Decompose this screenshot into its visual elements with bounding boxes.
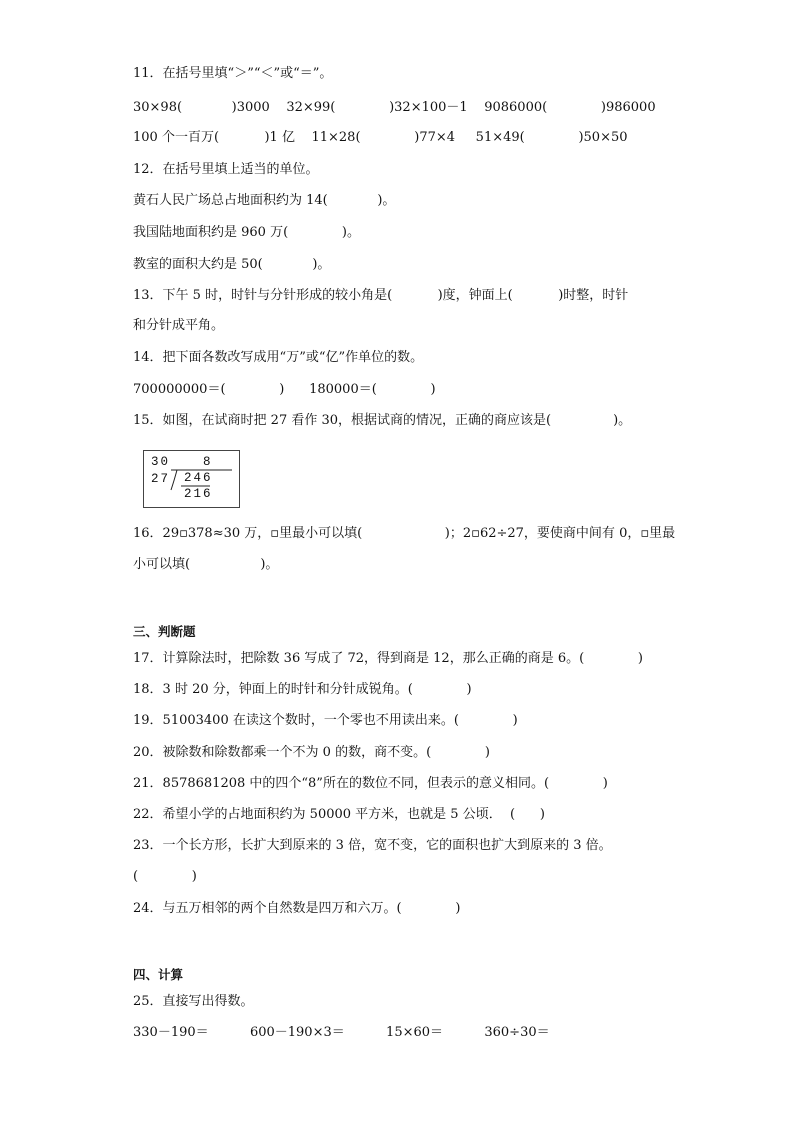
question-22: 22．希望小学的占地面积约为 50000 平方米，也就是 5 公顷． ( )	[133, 807, 545, 822]
question-17: 17．计算除法时，把除数 36 写成了 72，得到商是 12，那么正确的商是 6。( )	[133, 651, 643, 666]
quotient: 8	[203, 455, 213, 469]
dividend: 246	[184, 471, 213, 485]
division-figure	[143, 450, 240, 508]
question-20: 20．被除数和除数都乘一个不为 0 的数，商不变。( )	[133, 745, 490, 760]
divisor: 27	[151, 472, 171, 486]
section-4-heading: 四、计算	[133, 967, 184, 982]
question-23-cont: ( )	[133, 869, 197, 884]
question-23: 23．一个长方形，长扩大到原来的 3 倍，宽不变，它的面积也扩大到原来的 3 倍。	[133, 838, 612, 853]
question-18: 18．3 时 20 分，钟面上的时针和分针成锐角。( )	[133, 682, 472, 697]
question-12: 12．在括号里填上适当的单位。	[133, 162, 319, 177]
question-15: 15．如图，在试商时把 27 看作 30，根据试商的情况，正确的商应该是( )。	[133, 413, 632, 428]
question-16-cont: 小可以填( )。	[133, 557, 279, 572]
question-12-a: 黄石人民广场总占地面积约为 14( )。	[133, 193, 396, 208]
question-24: 24．与五万相邻的两个自然数是四万和六万。( )	[133, 901, 461, 916]
question-11-row-1: 30×98( )3000 32×99( )32×100－1 9086000( )986000	[133, 100, 656, 115]
question-13: 13．下午 5 时，时针与分针形成的较小角是( )度，钟面上( )时整，时针	[133, 288, 629, 303]
question-11-row-2: 100 个一百万( )1 亿 11×28( )77×4 51×49( )50×50	[133, 130, 628, 145]
question-13-cont: 和分针成平角。	[133, 318, 225, 333]
question-21: 21．8578681208 中的四个“8”所在的数位不同，但表示的意义相同。( )	[133, 776, 608, 791]
question-14-a: 700000000＝( ) 180000＝( )	[133, 382, 436, 397]
question-25-row: 330－190＝ 600－190×3＝ 15×60＝ 360÷30＝	[133, 1025, 550, 1040]
product: 216	[184, 487, 213, 501]
question-19: 19．51003400 在读这个数时，一个零也不用读出来。( )	[133, 713, 518, 728]
section-3-heading: 三、判断题	[133, 624, 196, 639]
question-12-b: 我国陆地面积约是 960 万( )。	[133, 225, 360, 240]
question-14: 14．把下面各数改写成用“万”或“亿”作单位的数。	[133, 350, 424, 365]
question-16: 16．29▫378≈30 万，▫里最小可以填( )；2▫62÷27，要使商中间有 0，▫里最	[133, 526, 676, 541]
divisor-estimate: 30	[151, 455, 171, 469]
question-11: 11．在括号里填“＞”“＜”或“＝”。	[133, 66, 333, 81]
question-12-c: 教室的面积大约是 50( )。	[133, 257, 331, 272]
question-25: 25．直接写出得数。	[133, 994, 254, 1009]
